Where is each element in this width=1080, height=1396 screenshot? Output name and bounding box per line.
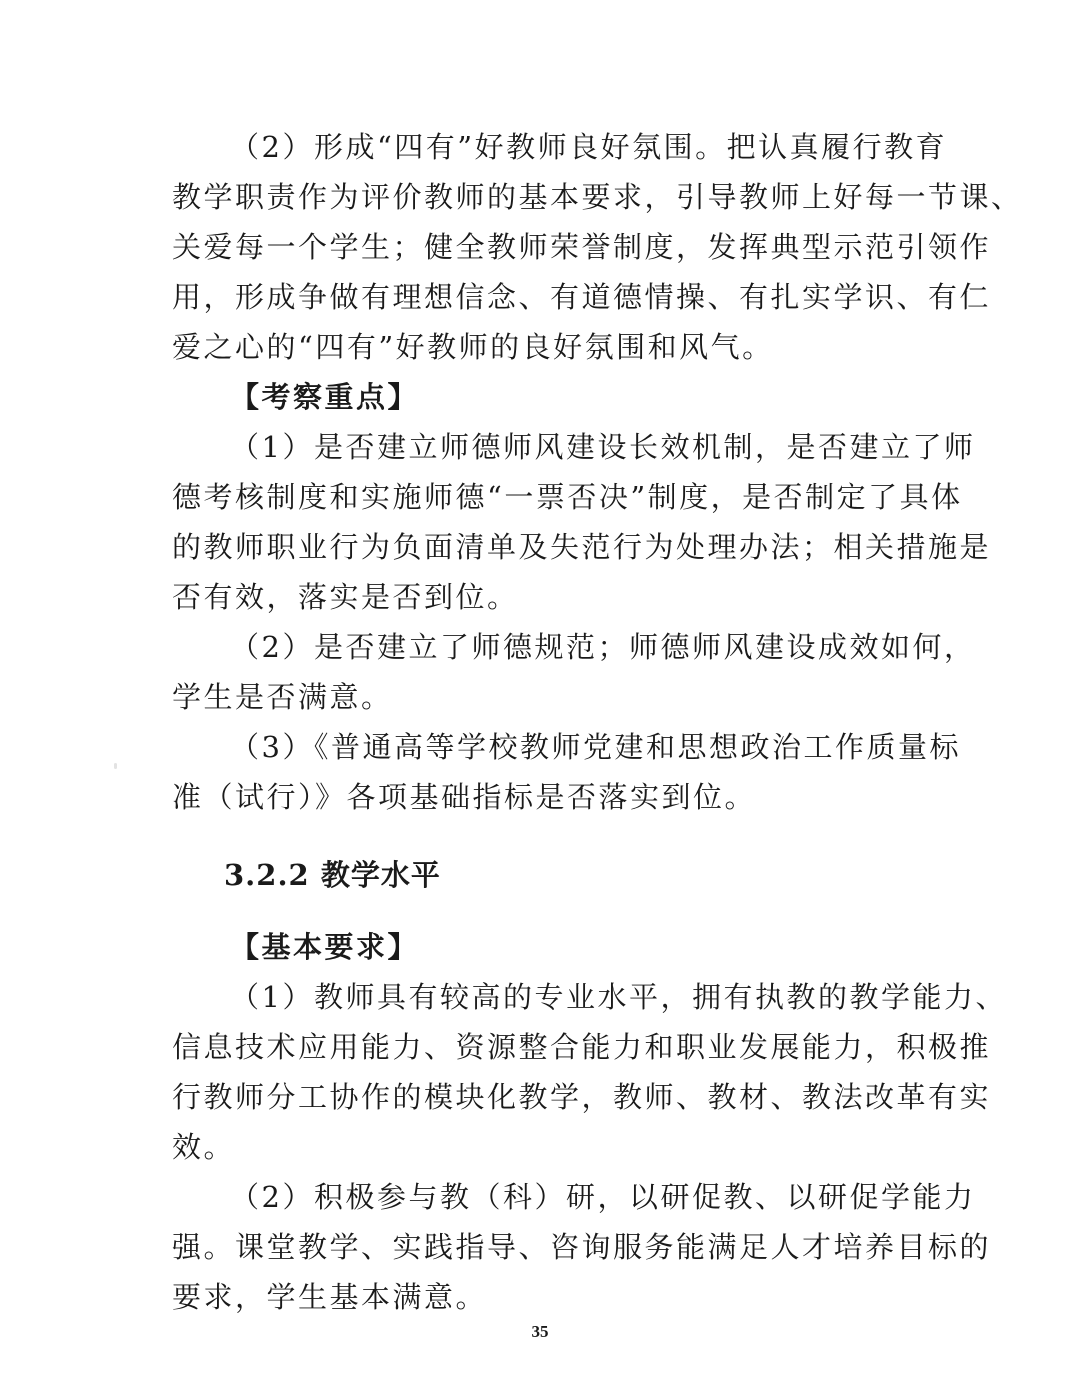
document-body xyxy=(172,122,1023,1322)
paragraph-line: 要求，学生基本满意。 xyxy=(172,1280,488,1314)
section-heading: 3.2.2 教学水平 xyxy=(224,858,441,892)
section-label-basic-requirements: 【基本要求】 xyxy=(230,930,420,964)
section-label-review-focus: 【考察重点】 xyxy=(230,380,420,414)
paragraph-line: （2）形成“四有”好教师良好氛围。把认真履行教育 xyxy=(230,130,948,164)
paragraph-line: （1）教师具有较高的专业水平，拥有执教的教学能力、 xyxy=(230,980,1007,1014)
paragraph-line: 爱之心的“四有”好教师的良好氛围和风气。 xyxy=(172,330,774,364)
paragraph-line: 行教师分工协作的模块化教学，教师、教材、教法改革有实 xyxy=(172,1080,992,1114)
paragraph-line: 关爱每一个学生；健全教师荣誉制度，发挥典型示范引领作 xyxy=(172,230,992,264)
paragraph-line: 学生是否满意。 xyxy=(172,680,393,714)
scan-speck xyxy=(114,763,117,769)
paragraph-line: （3）《普通高等学校教师党建和思想政治工作质量标 xyxy=(230,730,961,764)
spacer xyxy=(172,822,902,850)
spacer xyxy=(172,900,902,922)
page-number: 35 xyxy=(531,1322,549,1341)
paragraph-line: 效。 xyxy=(172,1130,236,1164)
paragraph-line: （2）积极参与教（科）研，以研促教、以研促学能力 xyxy=(230,1180,976,1214)
paragraph-line: 否有效，落实是否到位。 xyxy=(172,580,519,614)
paragraph-line: 强。课堂教学、实践指导、咨询服务能满足人才培养目标的 xyxy=(172,1230,992,1264)
paragraph-line: 准（试行）》各项基础指标是否落实到位。 xyxy=(172,780,757,814)
paragraph-line: 教学职责作为评价教师的基本要求，引导教师上好每一节课、 xyxy=(172,180,1023,214)
paragraph-line: 用，形成争做有理想信念、有道德情操、有扎实学识、有仁 xyxy=(172,280,992,314)
paragraph-line: 德考核制度和实施师德“一票否决”制度，是否制定了具体 xyxy=(172,480,963,514)
paragraph-line: 信息技术应用能力、资源整合能力和职业发展能力，积极推 xyxy=(172,1030,992,1064)
paragraph-line: （1）是否建立师德师风建设长效机制，是否建立了师 xyxy=(230,430,976,464)
paragraph-line: （2）是否建立了师德规范；师德师风建设成效如何， xyxy=(230,630,976,664)
paragraph-line: 的教师职业行为负面清单及失范行为处理办法；相关措施是 xyxy=(172,530,992,564)
